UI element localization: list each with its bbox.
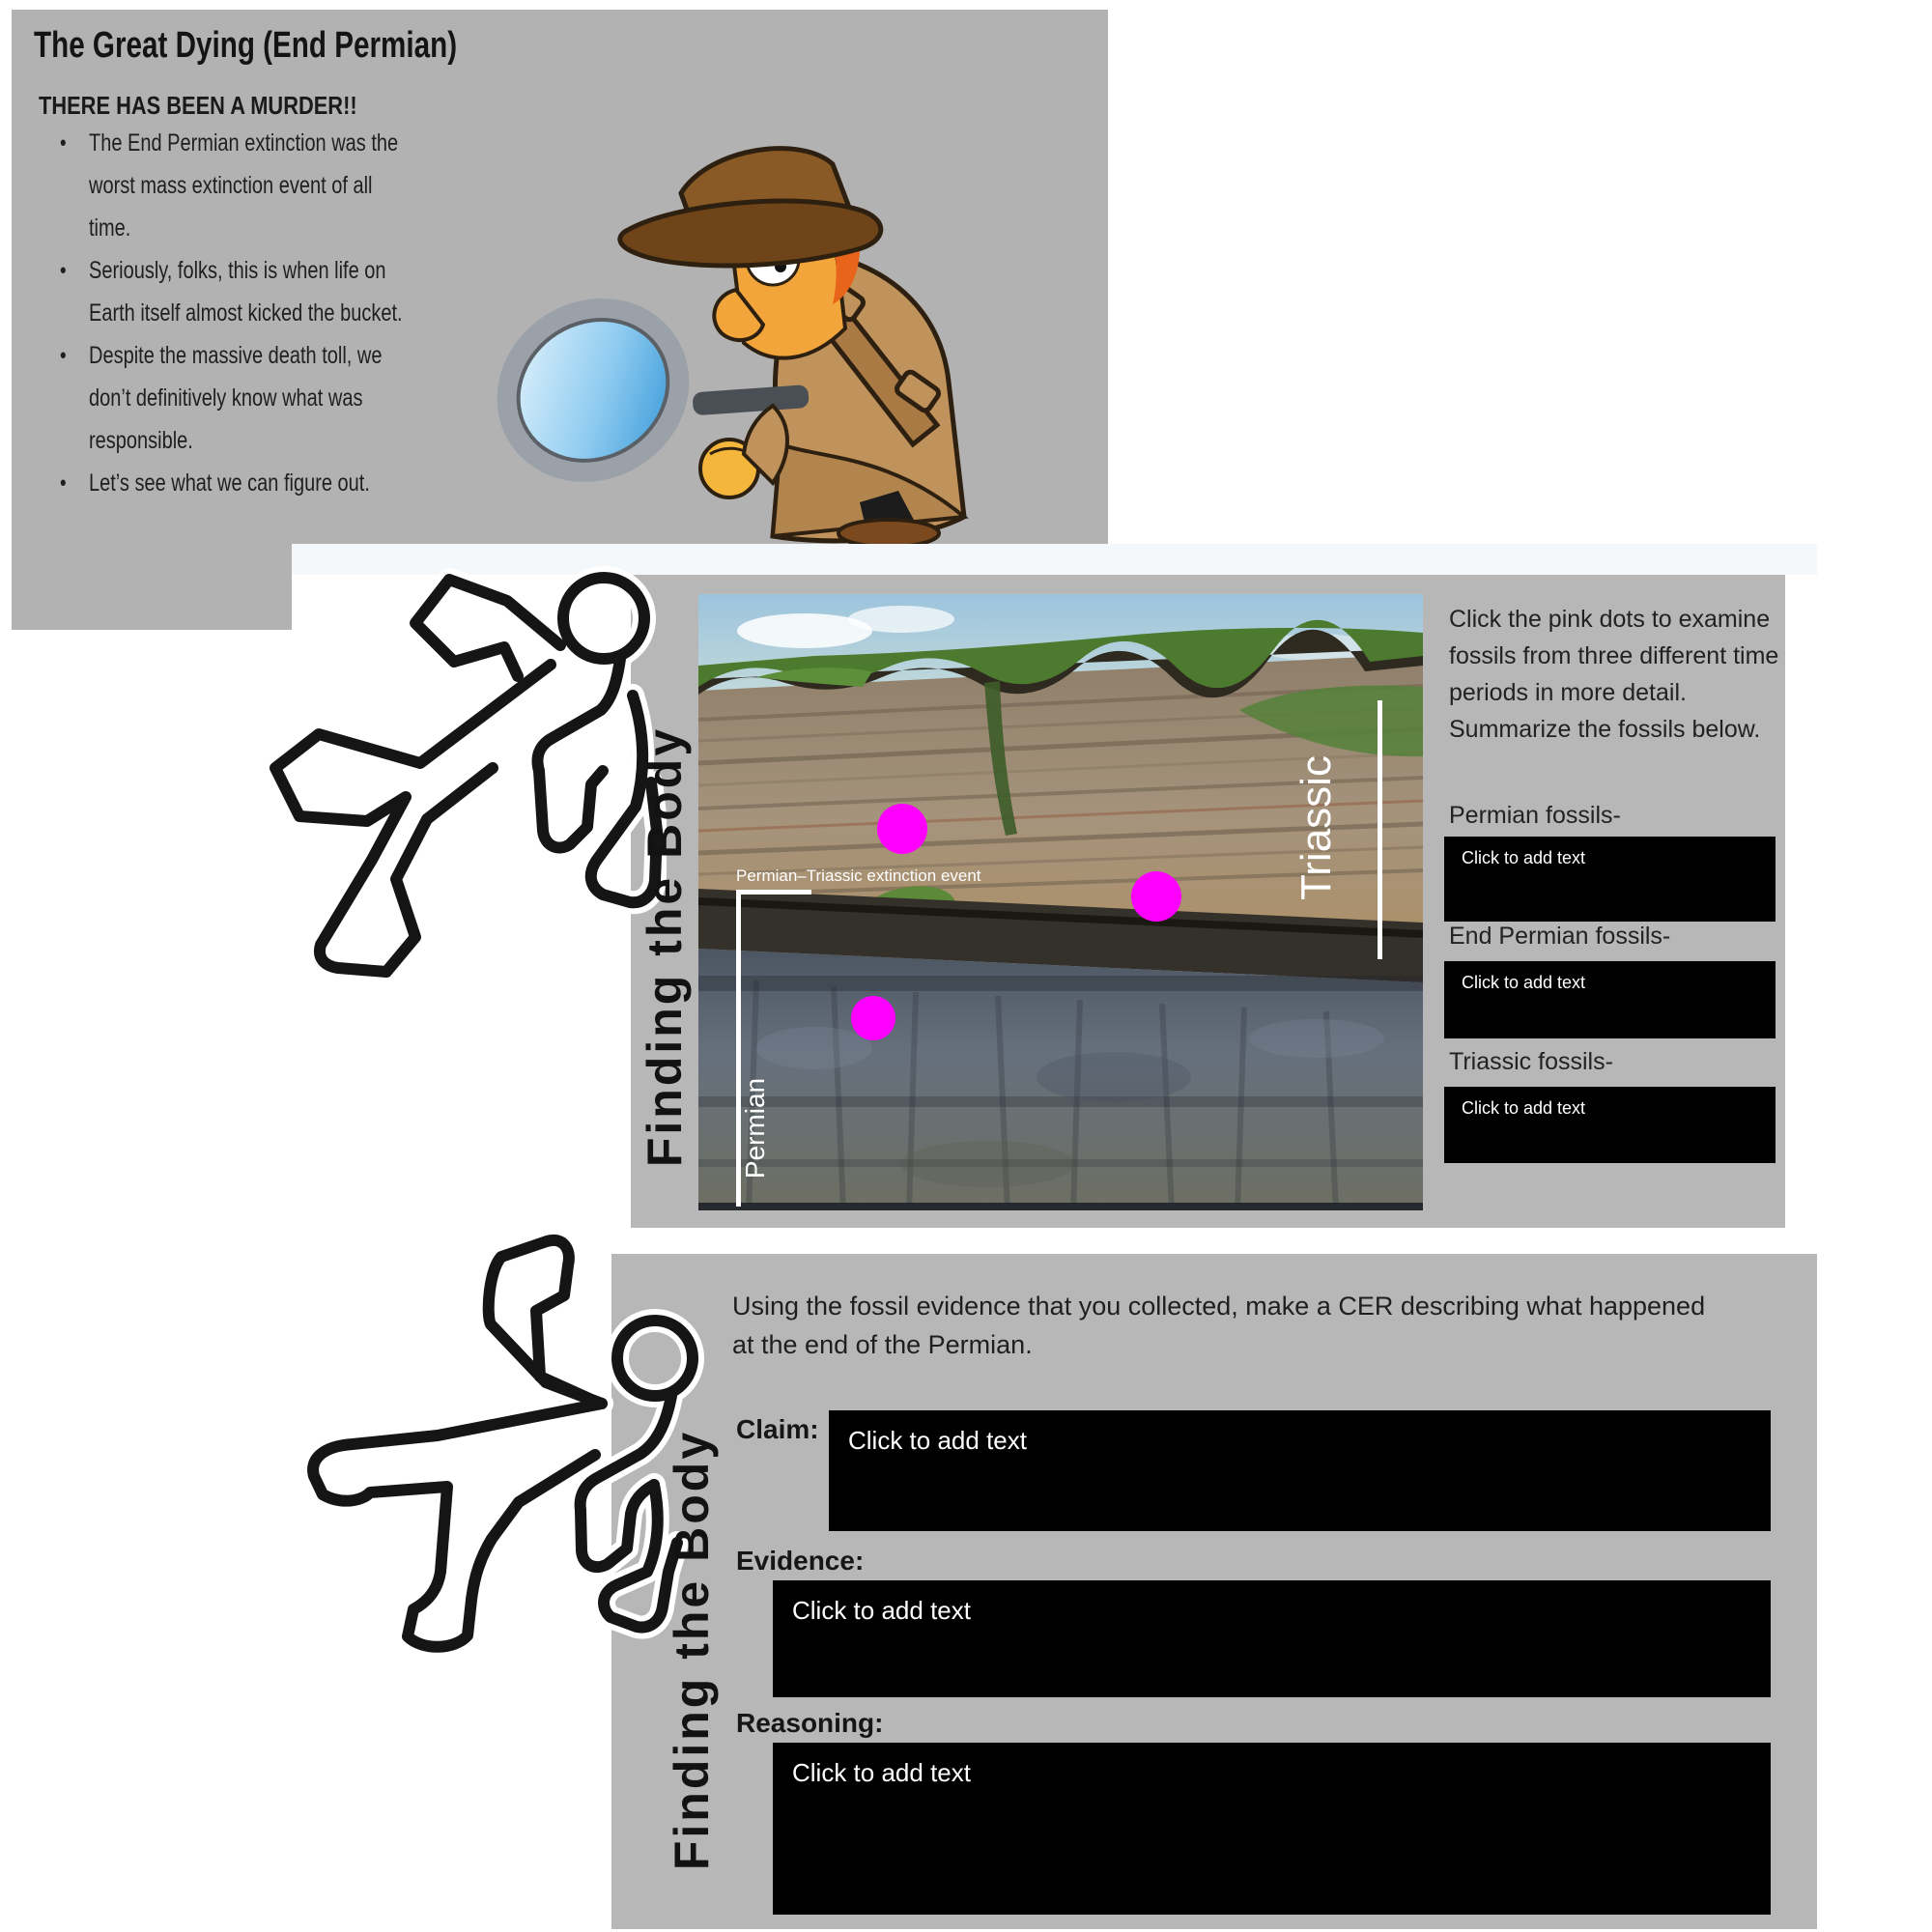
shoe (838, 520, 939, 546)
permian-fossils-label: Permian fossils- (1449, 802, 1621, 829)
chalk-body-outline (261, 541, 667, 985)
permian-bracket-corner (736, 890, 811, 895)
bullet-item: ● The End Permian extinction was the worst mass extinction event of all time. (58, 122, 417, 249)
bullet-item: ● Despite the massive death toll, we don’t definitively know what was responsible. (58, 334, 417, 462)
finding-the-body-label: Finding the Body (665, 1429, 719, 1871)
reasoning-textbox[interactable] (773, 1743, 1771, 1915)
textbox-placeholder: Click to add text (792, 1596, 971, 1625)
triassic-bracket-line (1378, 700, 1382, 959)
bullet-item: ● Let’s see what we can figure out. (58, 462, 417, 504)
triassic-label: Triassic (1293, 755, 1340, 900)
textbox-placeholder: Click to add text (1462, 973, 1586, 992)
textbox-placeholder: Click to add text (1462, 848, 1586, 867)
end-permian-fossils-label: End Permian fossils- (1449, 923, 1671, 950)
fossil-instructions: Click the pink dots to examine fossils from three different time periods in more detail. Summarize the fossils below. (1449, 606, 1779, 743)
detective-illustration (483, 135, 976, 546)
triassic-fossils-textbox[interactable] (1444, 1087, 1776, 1163)
bullet-item: ● Seriously, folks, this is when life on Earth itself almost kicked the bucket. (58, 249, 417, 334)
evidence-label: Evidence: (736, 1546, 865, 1576)
strata-photo (698, 594, 1423, 1210)
finding-the-body-label: Finding the Body (638, 725, 692, 1168)
bullet-list (58, 122, 417, 504)
cer-prompt: Using the fossil evidence that you collected, make a CER describing what happened at the end of the Permian. (732, 1292, 1706, 1359)
textbox-placeholder: Click to add text (792, 1758, 971, 1787)
permian-fossils-textbox[interactable] (1444, 837, 1776, 922)
slide-title: The Great Dying (End Permian) (34, 25, 458, 66)
reasoning-label: Reasoning: (736, 1708, 884, 1738)
pink-dot-permian[interactable] (851, 996, 895, 1040)
pink-dot-triassic[interactable] (877, 804, 927, 854)
end-permian-fossils-textbox[interactable] (1444, 961, 1776, 1038)
pink-dot-end-permian[interactable] (1131, 871, 1181, 922)
murder-heading: THERE HAS BEEN A MURDER!! (39, 91, 357, 120)
claim-label: Claim: (736, 1414, 819, 1444)
slide-1-corner (12, 544, 292, 630)
triassic-fossils-label: Triassic fossils- (1449, 1048, 1613, 1075)
boundary-label: Permian–Triassic extinction event (736, 867, 981, 885)
evidence-textbox[interactable] (773, 1580, 1771, 1697)
permian-label: Permian (740, 1077, 770, 1179)
claim-textbox[interactable] (829, 1410, 1771, 1531)
chalk-body-outline (217, 1232, 729, 1744)
textbox-placeholder: Click to add text (1462, 1098, 1586, 1118)
textbox-placeholder: Click to add text (848, 1426, 1027, 1455)
